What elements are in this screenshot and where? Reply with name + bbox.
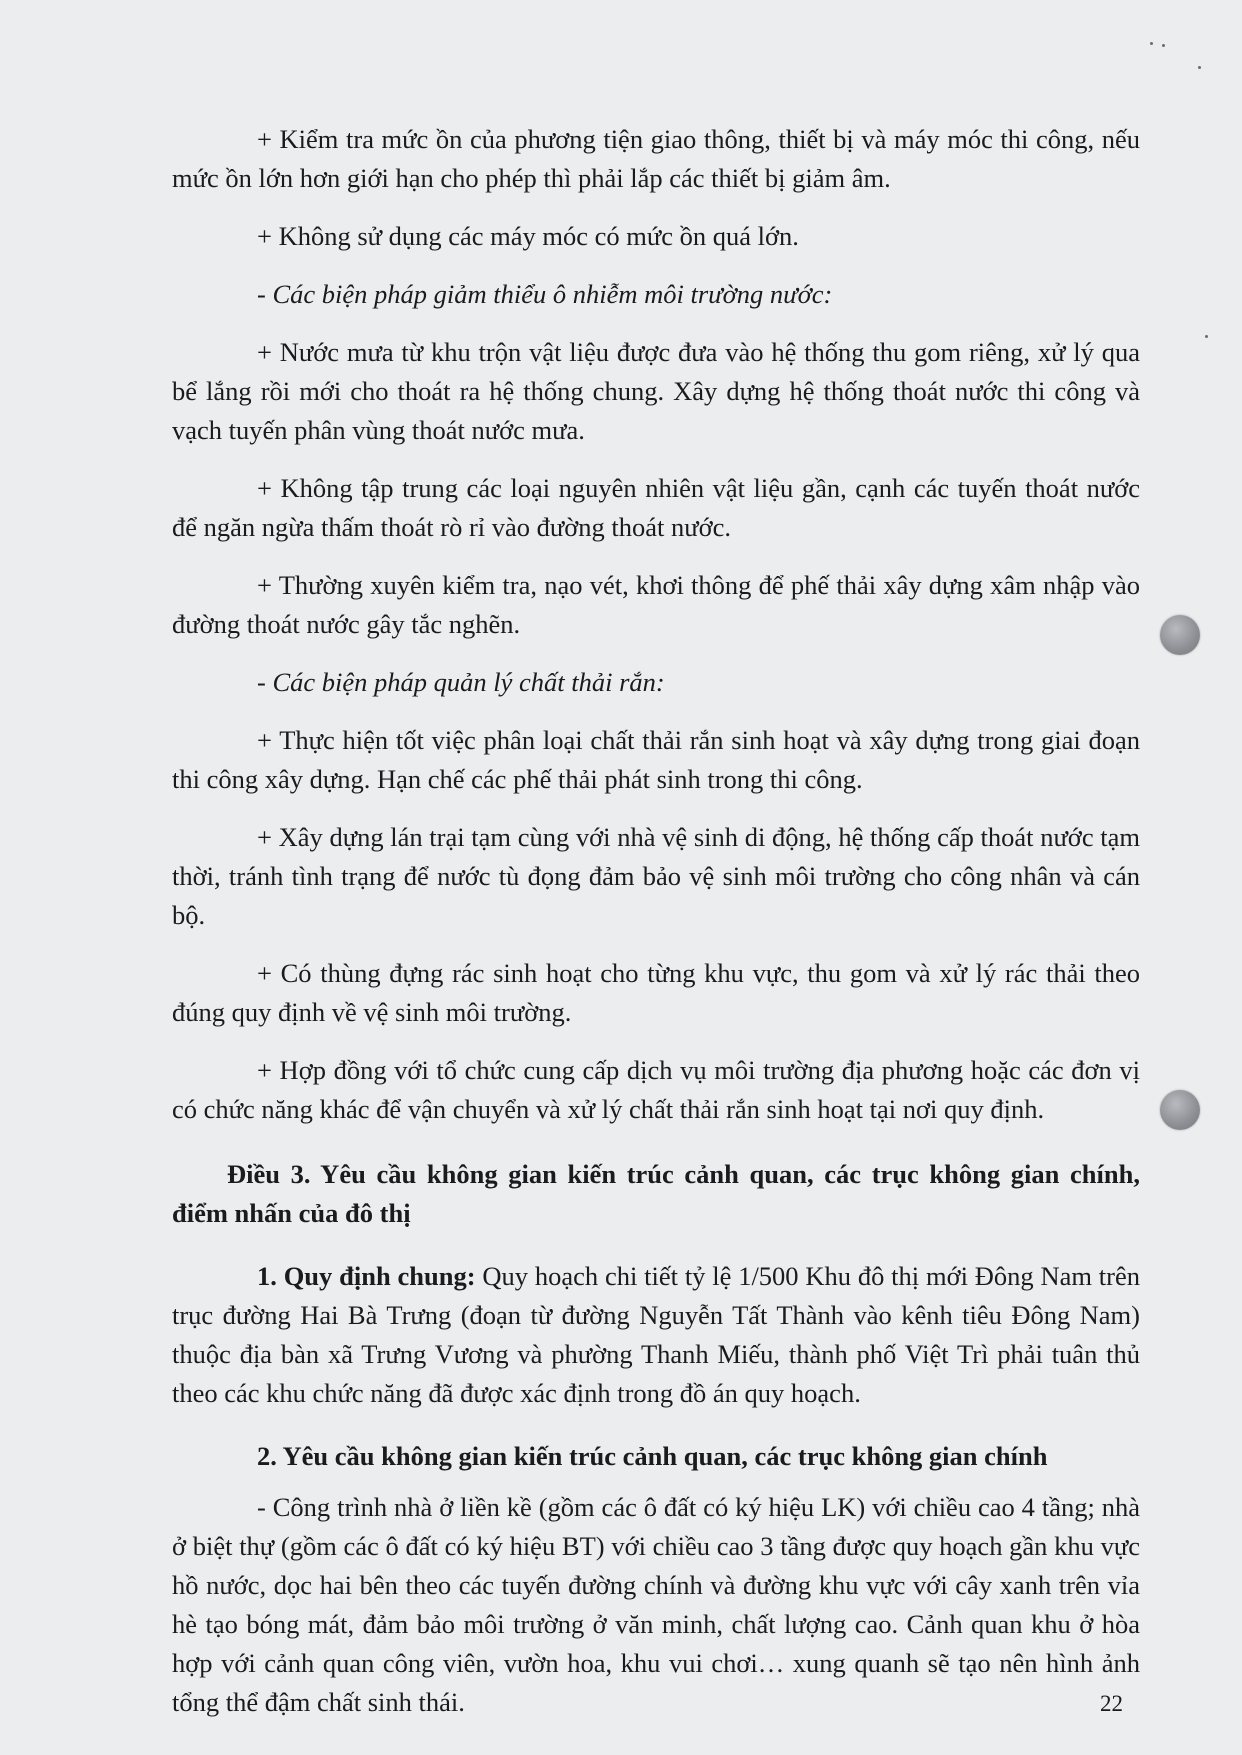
subheading-solid-waste: - Các biện pháp quản lý chất thải rắn: xyxy=(257,667,665,697)
general-rule-label: 1. Quy định chung: xyxy=(257,1261,476,1291)
paragraph-service-contract: + Hợp đồng với tổ chức cung cấp dịch vụ môi trường địa phương hoặc các đơn vị có chức năng khác để vận chuyển và xử lý chất thải rắn sinh hoạt tại nơi quy định. xyxy=(172,1055,1140,1124)
section-2-paragraph: - Công trình nhà ở liền kề (gồm các ô đất có ký hiệu LK) với chiều cao 4 tầng; nhà ở biệt thự (gồm các ô đất có ký hiệu BT) với chiều cao 3 tầng được quy hoạch gần khu vực hồ nước, dọc hai bên theo các tuyến đường chính và đường khu vực với cây xanh trên vỉa hè tạo bóng mát, đảm bảo môi trường ở văn minh, chất lượng cao. Cảnh quan khu ở hòa hợp với cảnh quan công viên, vườn hoa, khu vui chơi… xung quanh sẽ tạo nên hình ảnh tổng thể đậm chất sinh thái. xyxy=(172,1492,1140,1717)
paragraph-trash-bins: + Có thùng đựng rác sinh hoạt cho từng khu vực, thu gom và xử lý rác thải theo đúng quy định về vệ sinh môi trường. xyxy=(172,958,1140,1027)
scan-speck xyxy=(1162,44,1165,47)
scan-speck xyxy=(1150,42,1153,45)
document-body xyxy=(172,120,1140,1741)
paragraph-noise-check: + Kiểm tra mức ồn của phương tiện giao thông, thiết bị và máy móc thi công, nếu mức ồn lớn hơn giới hạn cho phép thì phải lắp các thiết bị giảm âm. xyxy=(172,124,1140,193)
scan-speck xyxy=(1205,335,1208,338)
scan-speck xyxy=(1198,66,1201,69)
punch-hole-top xyxy=(1160,615,1200,655)
general-rule-paragraph xyxy=(172,1257,1140,1413)
subheading-water-pollution: - Các biện pháp giảm thiểu ô nhiễm môi trường nước: xyxy=(257,279,833,309)
paragraph-rainwater: + Nước mưa từ khu trộn vật liệu được đưa vào hệ thống thu gom riêng, xử lý qua bể lắng rồi mới cho thoát ra hệ thống chung. Xây dựng hệ thống thoát nước thi công và vạch tuyến phân vùng thoát nước mưa. xyxy=(172,337,1140,445)
section-2-heading: 2. Yêu cầu không gian kiến trúc cảnh quan, các trục không gian chính xyxy=(257,1441,1048,1471)
general-rule-text: Quy hoạch chi tiết tỷ lệ 1/500 Khu đô thị mới Đông Nam trên trục đường Hai Bà Trưng (đoạn từ đường Nguyễn Tất Thành vào kênh tiêu Đông Nam) thuộc địa bàn xã Trưng Vương và phường Thanh Miếu, thành phố Việt Trì phải tuân thủ theo các khu chức năng đã được xác định trong đồ án quy hoạch. xyxy=(172,1261,1141,1408)
page-number: 22 xyxy=(1100,1691,1123,1716)
article-3-heading: Điều 3. Yêu cầu không gian kiến trúc cảnh quan, các trục không gian chính, điểm nhấn của đô thị xyxy=(172,1159,1140,1228)
paragraph-waste-sorting: + Thực hiện tốt việc phân loại chất thải rắn sinh hoạt và xây dựng trong giai đoạn thi công xây dựng. Hạn chế các phế thải phát sinh trong thi công. xyxy=(172,725,1140,794)
paragraph-drain-cleaning: + Thường xuyên kiểm tra, nạo vét, khơi thông để phế thải xây dựng xâm nhập vào đường thoát nước gây tắc nghẽn. xyxy=(172,570,1140,639)
punch-hole-bottom xyxy=(1160,1090,1200,1130)
paragraph-materials-storage: + Không tập trung các loại nguyên nhiên vật liệu gần, cạnh các tuyến thoát nước để ngăn ngừa thấm thoát rò rỉ vào đường thoát nước. xyxy=(172,473,1140,542)
paragraph-no-loud-machines: + Không sử dụng các máy móc có mức ồn quá lớn. xyxy=(257,221,799,251)
paragraph-temporary-camp: + Xây dựng lán trại tạm cùng với nhà vệ sinh di động, hệ thống cấp thoát nước tạm thời, tránh tình trạng để nước tù đọng đảm bảo vệ sinh môi trường cho công nhân và cán bộ. xyxy=(172,822,1140,930)
